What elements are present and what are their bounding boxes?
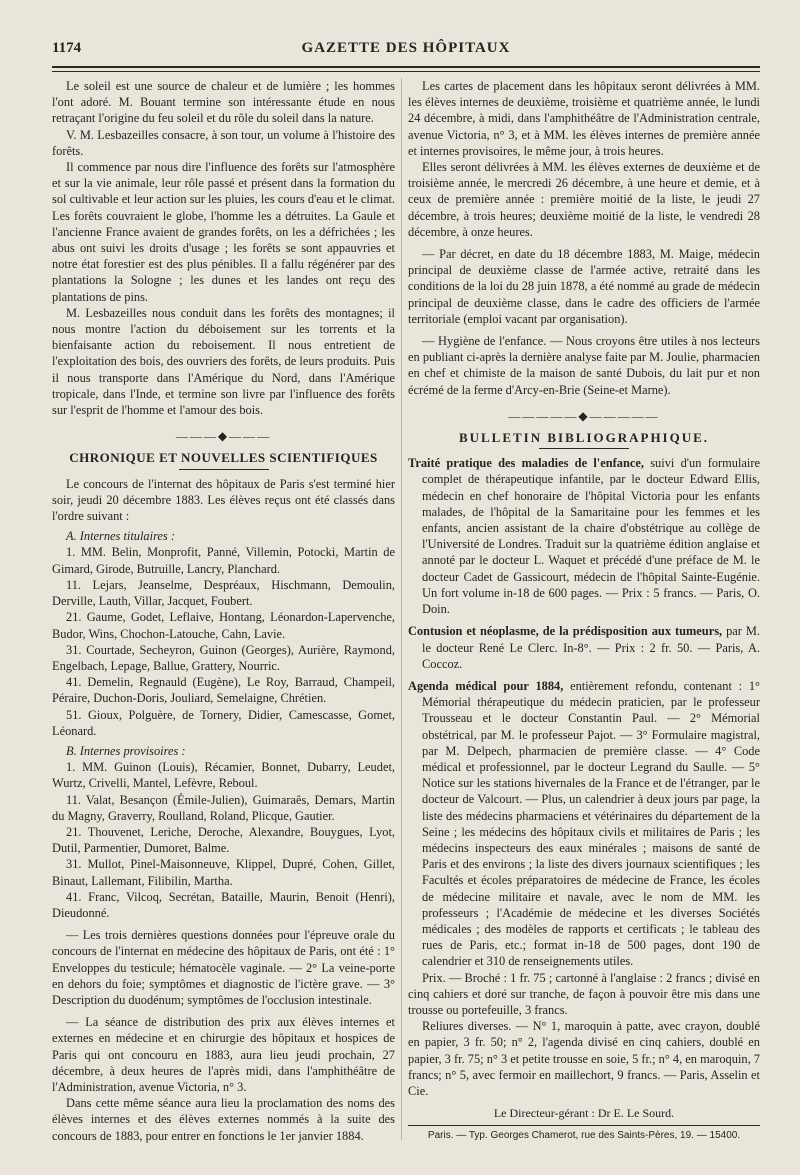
column-divider [401, 78, 402, 1140]
section-divider-ornament: ―――◆――― [175, 429, 272, 444]
biblio-entry [408, 455, 760, 617]
provisoires-heading: B. Internes provisoires : [66, 743, 186, 758]
paragraph-hygiene: — Hygiène de l'enfance. — Nous croyons être utiles à nos lecteurs en publiant ci-après la dernière analyse faite par M. Joulie, pharmacien en chef et chimiste de la maison de santé Dubois, du lait pur et non écrémé de la ferme d'Arcy-en-Brie (Seine-et Marne). [408, 334, 760, 397]
list-item: 11. Lejars, Jeanselme, Despréaux, Hischmann, Demoulin, Derville, Lauth, Villar, Jacquet, Foubert. [52, 577, 395, 609]
list-item: 11. Valat, Besançon (Émile-Julien), Guimaraês, Demars, Martin du Magny, Graverry, Roulland, Roland, Plicque, Gautier. [52, 792, 395, 823]
paragraph-prix: — La séance de distribution des prix aux élèves internes et externes en médecine et en chirurgie des hôpitaux et hospices de Paris qui ont concouru en 1883, aura lieu jeudi prochain, 27 décembre, à deux heures de l'après midi, dans l'amphithéâtre de l'Administration, avenue Victoria, n° 3. [52, 1015, 395, 1094]
section-divider-ornament: ―――――◆――――― [508, 408, 660, 423]
biblio-text: suivi d'un formulaire complet de thérapeutique infantile, par le docteur Edward Ellis, médecin en chef honoraire de l'hôpital Victoria pour les enfants malades, de l'hôpital de la Samaritaine pour les femmes et les enfants, ancien assistant de la chaire d'obstétrique au collège de l'Université de Londres. Traduit sur la quatrième édition anglaise et annoté par le docteur L. Waquet et précédé d'une préface de M. le docteur Cadet de Gassicourt, médecin de l'hôpital Sainte-Eugénie. Un fort volume in-18 de 600 pages. — Prix : 5 francs. — Paris, O. Doin. [422, 456, 761, 617]
paragraph-proclamation: Dans cette même séance aura lieu la proclamation des noms des élèves internes et des élèves externes nommés à la suite des concours de 1883, pour entrer en fonctions le 1er janvier 1884. [52, 1096, 395, 1143]
biblio-title: Agenda médical pour 1884, [408, 678, 564, 693]
paragraph-concours: Le concours de l'internat des hôpitaux de Paris s'est terminé hier soir, jeudi 20 décembre 1883. Les élèves reçus ont été classés dans l'ordre suivant : [52, 476, 395, 524]
paragraph-sun: Le soleil est une source de chaleur et de lumière ; les hommes l'ont adoré. M. Bouant termine son intéressante étude en nous retraçant l'origine du feu soleil et du rôle du soleil dans la nature. [52, 79, 395, 126]
biblio-text: par M. le docteur René Le Clerc. In-8°. — Prix : 2 fr. 50. — Paris, A. Coccoz. [422, 624, 760, 671]
list-item: 21. Gaume, Godet, Leflaive, Hontang, Léonardon-Lapervenche, Budor, Wins, Chochon-Latouche, Cahn, Lavie. [52, 610, 395, 641]
list-item: 41. Demelin, Regnauld (Eugène), Le Roy, Barraud, Champeil, Péraire, Duchon-Doris, Jouliard, Semelaigne, Chrétien. [52, 675, 395, 706]
section-title-chronique: CHRONIQUE ET NOUVELLES SCIENTIFIQUES [69, 450, 378, 466]
right-column [408, 78, 760, 1145]
paragraph-prix-agenda: Prix. — Broché : 1 fr. 75 ; cartonné à l'anglaise : 2 francs ; divisé en cinq cahiers et doré sur tranche, de façon à pouvoir être mis dans une trousse ou portefeuille, 3 francs. [408, 970, 760, 1017]
page-header [52, 40, 760, 62]
list-item: 51. Gioux, Polguère, de Tornery, Didier, Camescasse, Gomet, Léonard. [52, 707, 395, 738]
page-number: 1174 [52, 40, 82, 56]
paragraph-forests-2: M. Lesbazeilles nous conduit dans les forêts des montagnes; il nous montre l'action du déboisement sur les torrents et la bienfaisante action du reboisement. Il nous entretient de l'exploitation des bois, des ouvriers des forêts, de leurs produits. Puis il nous transporte dans l'Amérique du Nord, dans l'Amérique tropicale, dans l'Inde, et termine son livre par l'influence des forêts sur l'esprit de l'homme et l'amour des bois. [52, 305, 395, 418]
paragraph-questions: — Les trois dernières questions données pour l'épreuve orale du concours de l'internat en médecine des hôpitaux de Paris, ont été : 1° Enveloppes du testicule; hématocèle vaginale. — 2° La veine-porte en dehors du foie; symptômes et diagnostic de l'ictère grave. — 3° Description du duodénum; symptômes de l'occlusion intestinale. [52, 928, 395, 1007]
list-item: 1. MM. Guinon (Louis), Récamier, Bonnet, Dubarry, Leudet, Wurtz, Crivelli, Mantel, Lefèvre, Reboul. [52, 760, 395, 791]
paragraph-decret: — Par décret, en date du 18 décembre 1883, M. Maige, médecin principal de deuxième classe de l'armée active, retraité dans les conditions de la loi du 28 juin 1878, a été nommé au grade de médecin principal de deuxième classe, dans le cadre des officiers de l'armée territoriale (emploi vacant par organisation). [408, 247, 760, 326]
paragraph-externes: Elles seront délivrées à MM. les élèves externes de deuxième et de troisième année, le mercredi 26 décembre, à une heure et demie, et à ceux de première année : première moitié de la liste, le jeudi 27 décembre, à trois heures; deuxième moitié de la liste, le vendredi 28 décembre, à onze heures. [408, 160, 760, 239]
paragraph-forests-intro: V. M. Lesbazeilles consacre, à son tour, un volume à l'histoire des forêts. [52, 127, 395, 158]
list-item: 21. Thouvenet, Leriche, Deroche, Alexandre, Bouygues, Lyot, Dutil, Parmentier, Dumoret, Balme. [52, 824, 395, 856]
header-rule [52, 66, 760, 68]
list-item: 1. MM. Belin, Monprofit, Panné, Villemin, Potocki, Martin de Gimard, Girode, Butruille, Lancry, Planchard. [52, 545, 395, 576]
list-item: 31. Mullot, Pinel-Maisonneuve, Klippel, Dupré, Cohen, Gillet, Binaut, Lallemant, Filibilin, Martha. [52, 857, 395, 888]
section-title-bulletin: BULLETIN BIBLIOGRAPHIQUE. [458, 430, 710, 446]
biblio-text: entièrement refondu, contenant : 1° Mémorial thérapeutique du médecin praticien, par le professeur Trousseau et le docteur Constantin Paul. — 2° Mémorial obstétrical, par M. le professeur Pajot. — 3° Formulaire magistral, par M. Delpech, pharmacien de première classe. — 4° Code médical et professionnel, par le docteur Legrand du Saulle. — 5° Notice sur les stations hivernales de la France et de l'étranger, par le docteur de Valcourt. — Plus, un calendrier à deux jours par page, la liste des médecins pharmaciens et vétérinaires du département de la Seine ; les médecins des hôpitaux civils et militaires de Paris ; les médecins inspecteurs des eaux minérales ; maisons de santé de Paris et des environs ; la liste des divers journaux scientifiques ; les Facultés et écoles préparatoires de médecine de France, les écoles de médecine militaire et navale, avec le nom de MM. les professeurs ; l'Académie de médecine et les diverses Sociétés médicales ; des modèles de rapports et certificats ; le tableau des rues de Paris, etc.; format in-18 de 500 pages, dont 190 de calendrier et 310 de renseignements utiles. [422, 678, 760, 969]
section-underline [539, 448, 629, 449]
section-underline [179, 469, 269, 470]
biblio-entry [408, 623, 760, 672]
titulaires-heading: A. Internes titulaires : [66, 529, 175, 544]
printer-imprint: Paris. — Typ. Georges Chamerot, rue des Saints-Pères, 19. — 15400. [427, 1130, 741, 1142]
biblio-entry [408, 678, 760, 970]
biblio-title: Traité pratique des maladies de l'enfance, [408, 456, 644, 471]
list-item: 41. Franc, Vilcoq, Secrétan, Bataille, Maurin, Benoit (Henri), Dieudonné. [52, 889, 395, 920]
list-item: 31. Courtade, Secheyron, Guinon (Georges), Aurière, Raymond, Engelbach, Lepage, Ballue, Grattery, Nourric. [52, 642, 395, 673]
paragraph-forests-1: Il commence par nous dire l'influence des forêts sur l'atmosphère et sur la vie animale, leur rôle passé et présent dans la formation du sol cultivable et leur action sur les pluies, les cours d'eau et le climat. Les forêts couvraient le globe, l'homme les a détruites. La Gaule et l'ancienne France avaient de grandes forêts, on les a défrichées ; les abus ont suivi les droits d'usage ; les forêts se sont appauvries et notre état forestier est des plus pénibles. Il a fallu régénérer par des plantations la Sologne ; les dunes et les landes ont reçu des plantations de pins. [52, 160, 395, 304]
header-rule-thin [52, 71, 760, 72]
journal-title: GAZETTE DES HÔPITAUX [301, 40, 511, 56]
paragraph-reliures: Reliures diverses. — N° 1, maroquin à patte, avec crayon, doublé en papier, 3 fr. 50; n° 2, l'agenda divisé en cinq cahiers, doublé en papier, 3 fr. 75; n° 3 et petite trousse en soie, 5 fr.; n° 4, en maroquin, 7 francs; n° 5, avec fermoir en maillechort, 9 francs. — Paris, Asselin et Cie. [408, 1019, 760, 1098]
paragraph-cartes: Les cartes de placement dans les hôpitaux seront délivrées à MM. les élèves internes de deuxième, troisième et quatrième année, le lundi 24 décembre, à midi, dans l'amphithéâtre de l'Administration centrale, avenue Victoria, n° 3, et à MM. les élèves internes de première année et internes provisoires, le même jour, à trois heures. [408, 79, 760, 158]
left-column [52, 78, 395, 1144]
biblio-title: Contusion et néoplasme, de la prédisposition aux tumeurs, [408, 624, 723, 639]
director-signature: Le Directeur-gérant : Dr E. Le Sourd. [493, 1106, 675, 1121]
imprint-rule [408, 1125, 760, 1126]
